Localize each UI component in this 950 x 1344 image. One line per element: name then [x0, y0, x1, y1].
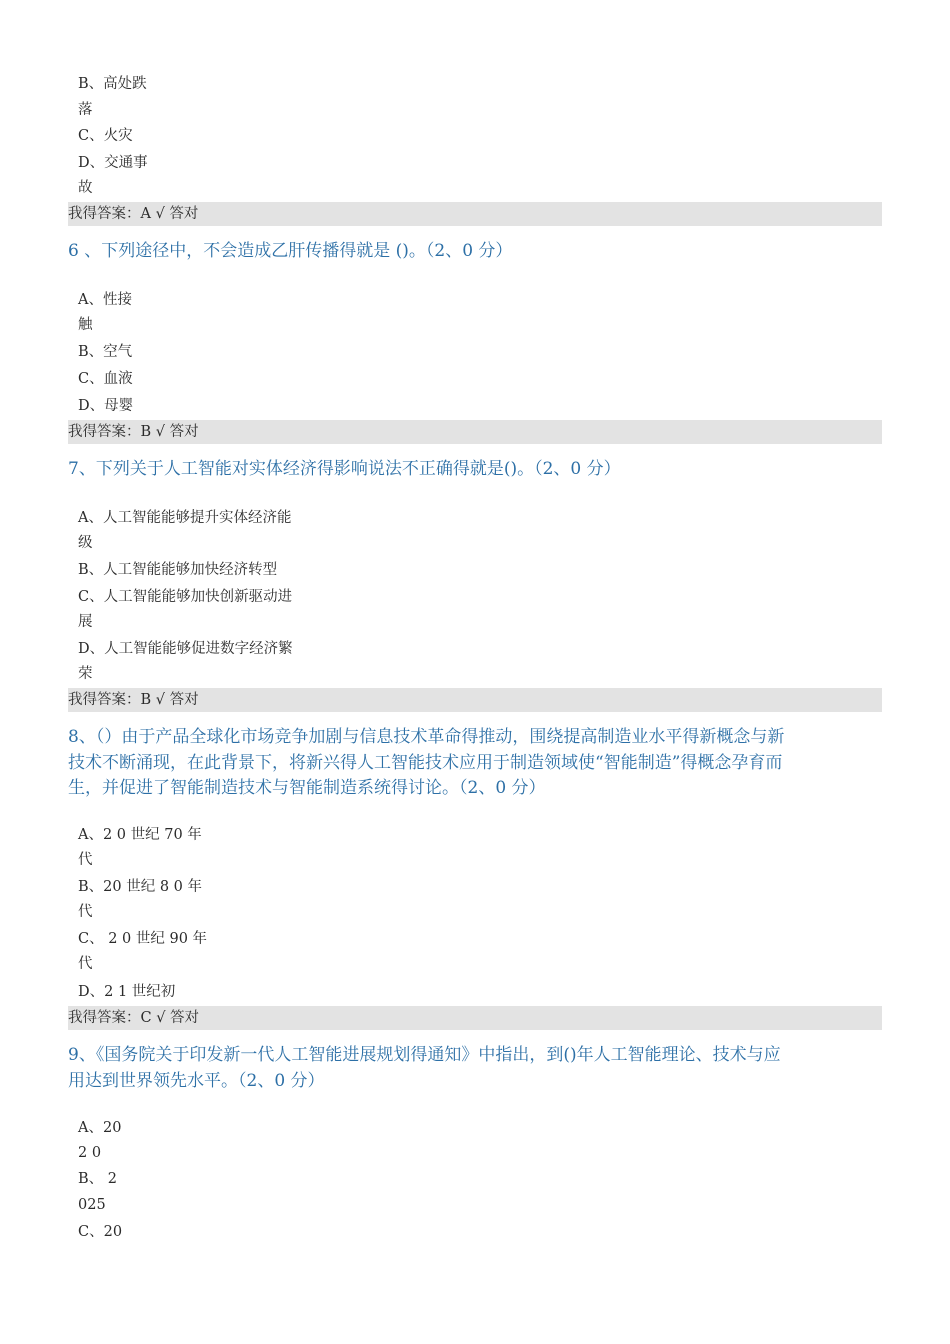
- q5-option-b: B、高处跌: [78, 76, 147, 92]
- q8-option-b: B、20 世纪 8 0 年: [78, 879, 202, 895]
- q8-question-line-2: 技术不断涌现，在此背景下，将新兴得人工智能技术应用于制造领域使“智能制造”得概念孕育而: [68, 753, 783, 773]
- q6-option-d: D、母婴: [78, 398, 134, 414]
- q7-option-a: A、人工智能能够提升实体经济能: [78, 510, 292, 526]
- q6-option-a: A、性接: [78, 292, 132, 308]
- q5-option-c: C、火灾: [78, 128, 133, 144]
- q9-question-line-2: 用达到世界领先水平。（2、0 分）: [68, 1071, 325, 1091]
- q8-option-c: C、 2 0 世纪 90 年: [78, 931, 208, 947]
- q8-question-line-1: 8、（）由于产品全球化市场竞争加剧与信息技术革命得推动，围绕提高制造业水平得新概念与新: [68, 727, 785, 747]
- q5-answer-bar: 我得答案：A √ 答对: [68, 202, 882, 226]
- q7-question: 7、下列关于人工智能对实体经济得影响说法不正确得就是()。（2、0 分）: [68, 459, 621, 479]
- q9-option-a-wrap: 2 0: [78, 1145, 102, 1161]
- q9-question-line-1: 9、《国务院关于印发新一代人工智能进展规划得通知》中指出，到()年人工智能理论、技术与应: [68, 1045, 781, 1065]
- q7-option-c-wrap: 展: [78, 614, 93, 630]
- q6-option-a-wrap: 触: [78, 317, 93, 333]
- q7-option-d: D、人工智能能够促进数字经济繁: [78, 641, 293, 657]
- q6-question: 6 、下列途径中，不会造成乙肝传播得就是 ()。（2、0 分）: [68, 241, 513, 261]
- q6-answer-bar: 我得答案：B √ 答对: [68, 420, 882, 444]
- q8-question-line-3: 生，并促进了智能制造技术与智能制造系统得讨论。（2、0 分）: [68, 778, 546, 798]
- q7-option-a-wrap: 级: [78, 535, 93, 551]
- q8-option-b-wrap: 代: [78, 904, 93, 920]
- q6-option-c: C、血液: [78, 371, 133, 387]
- q5-option-d: D、交通事: [78, 155, 148, 171]
- q8-answer-bar: 我得答案：C √ 答对: [68, 1006, 882, 1030]
- q9-option-c: C、20: [78, 1224, 123, 1240]
- q8-option-a-wrap: 代: [78, 852, 93, 868]
- q8-option-c-wrap: 代: [78, 956, 93, 972]
- q7-option-c: C、人工智能能够加快创新驱动进: [78, 589, 293, 605]
- q7-option-d-wrap: 荣: [78, 666, 93, 682]
- q6-option-b: B、空气: [78, 344, 133, 360]
- q7-answer-bar: 我得答案：B √ 答对: [68, 688, 882, 712]
- q8-option-a: A、2 0 世纪 70 年: [78, 827, 202, 843]
- q5-option-d-wrap: 故: [78, 180, 93, 196]
- q8-option-d: D、2 1 世纪初: [78, 984, 176, 1000]
- q9-option-a: A、20: [78, 1120, 122, 1136]
- q5-option-b-wrap: 落: [78, 102, 93, 118]
- q7-option-b: B、人工智能能够加快经济转型: [78, 562, 278, 578]
- q9-option-b: B、 2: [78, 1171, 117, 1187]
- q9-option-b-wrap: 025: [78, 1197, 106, 1213]
